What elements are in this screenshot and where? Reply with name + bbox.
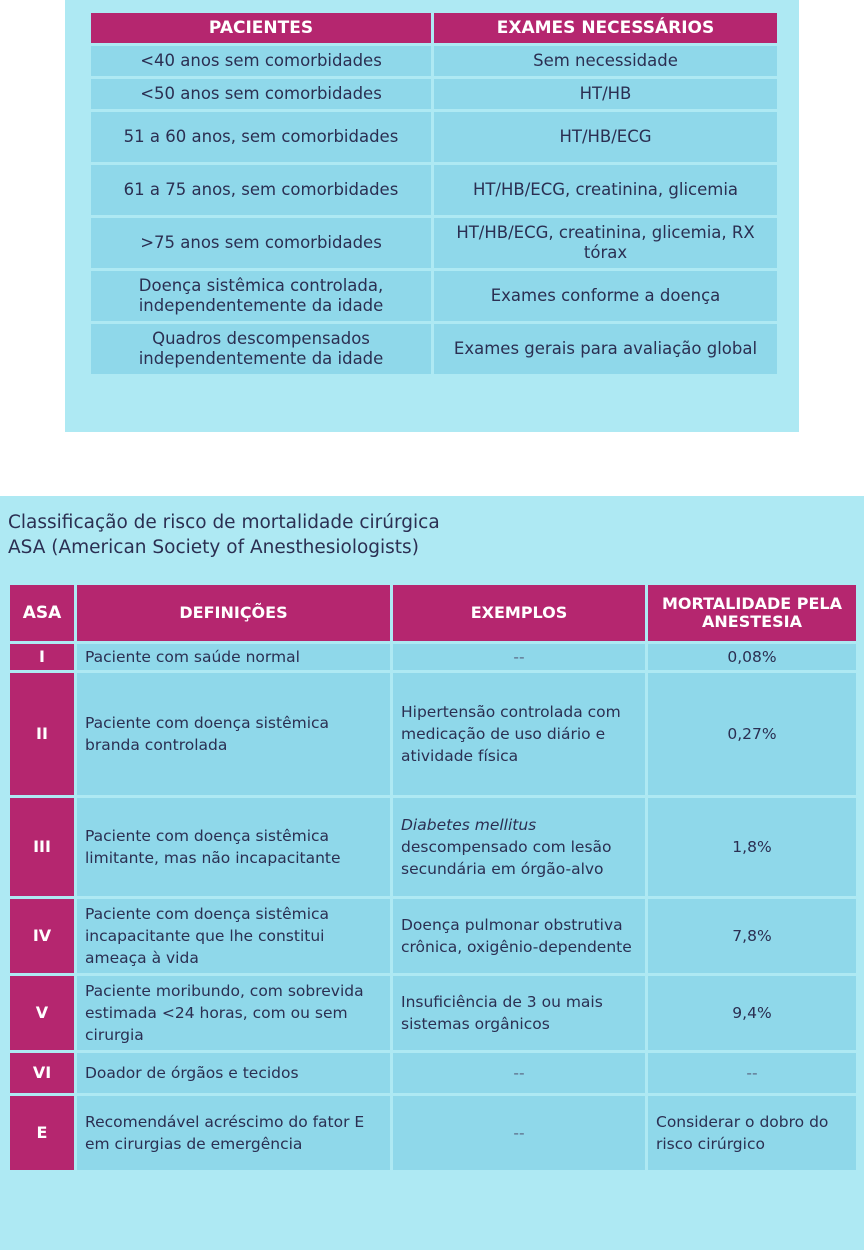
asa-class-cell: V [10, 976, 74, 1050]
asa-title-line2: ASA (American Society of Anesthesiologists) [8, 537, 419, 558]
exams-cell: Sem necessidade [431, 46, 777, 76]
patient-cell: >75 anos sem comorbidades [91, 218, 431, 268]
header-asa: ASA [10, 585, 74, 641]
exams-cell: HT/HB/ECG [431, 112, 777, 162]
mortality-cell: Considerar o dobro do risco cirúrgico [645, 1096, 856, 1170]
table-row [91, 46, 777, 76]
patient-cell: Doença sistêmica controlada, independentemente da idade [91, 271, 431, 321]
definition-cell: Paciente com doença sistêmica limitante, mas não incapacitante [74, 798, 390, 896]
mortality-cell: 1,8% [645, 798, 856, 896]
exams-header-row [91, 13, 777, 43]
mortality-cell: 9,4% [645, 976, 856, 1050]
asa-title-line1: Classificação de risco de mortalidade cirúrgica [8, 512, 440, 533]
example-cell: -- [390, 1096, 645, 1170]
definition-cell: Paciente com saúde normal [74, 644, 390, 670]
asa-title [8, 510, 440, 560]
table-row [91, 324, 777, 374]
exams-cell: Exames conforme a doença [431, 271, 777, 321]
patient-cell: Quadros descompensados independentemente da idade [91, 324, 431, 374]
example-cell: Insuficiência de 3 ou mais sistemas orgânicos [390, 976, 645, 1050]
header-patients: PACIENTES [91, 13, 431, 43]
table-row [10, 644, 856, 670]
exams-cell: Exames gerais para avaliação global [431, 324, 777, 374]
exams-panel [65, 0, 799, 432]
header-mortality: MORTALIDADE PELA ANESTESIA [645, 585, 856, 641]
asa-class-cell: III [10, 798, 74, 896]
asa-class-cell: VI [10, 1053, 74, 1093]
mortality-cell: 7,8% [645, 899, 856, 973]
patient-cell: <40 anos sem comorbidades [91, 46, 431, 76]
table-row [10, 1053, 856, 1093]
asa-header-row [10, 585, 856, 641]
table-row [91, 112, 777, 162]
table-row [10, 976, 856, 1050]
header-definitions: DEFINIÇÕES [74, 585, 390, 641]
table-row [10, 673, 856, 795]
asa-table [10, 582, 856, 1173]
table-row [10, 899, 856, 973]
patient-cell: 61 a 75 anos, sem comorbidades [91, 165, 431, 215]
table-row [91, 218, 777, 268]
asa-class-cell: IV [10, 899, 74, 973]
example-cell [390, 798, 645, 896]
patient-cell: 51 a 60 anos, sem comorbidades [91, 112, 431, 162]
definition-cell: Recomendável acréscimo do fator E em cirurgias de emergência [74, 1096, 390, 1170]
definition-cell: Paciente moribundo, com sobrevida estimada <24 horas, com ou sem cirurgia [74, 976, 390, 1050]
example-cell: -- [390, 644, 645, 670]
header-examples: EXEMPLOS [390, 585, 645, 641]
table-row [91, 79, 777, 109]
exams-cell: HT/HB [431, 79, 777, 109]
definition-cell: Paciente com doença sistêmica incapacitante que lhe constitui ameaça à vida [74, 899, 390, 973]
mortality-cell: 0,27% [645, 673, 856, 795]
table-row [10, 798, 856, 896]
example-text: descompensado com lesão secundária em órgão-alvo [401, 838, 612, 878]
example-italic-text: Diabetes mellitus [401, 816, 537, 834]
table-row [91, 165, 777, 215]
asa-class-cell: I [10, 644, 74, 670]
asa-class-cell: E [10, 1096, 74, 1170]
exams-table [91, 10, 777, 377]
exams-cell: HT/HB/ECG, creatinina, glicemia [431, 165, 777, 215]
definition-cell: Paciente com doença sistêmica branda controlada [74, 673, 390, 795]
header-exams: EXAMES NECESSÁRIOS [431, 13, 777, 43]
asa-panel [0, 496, 864, 1250]
example-cell: -- [390, 1053, 645, 1093]
table-row [10, 1096, 856, 1170]
mortality-cell: 0,08% [645, 644, 856, 670]
exams-cell: HT/HB/ECG, creatinina, glicemia, RX tórax [431, 218, 777, 268]
example-cell: Doença pulmonar obstrutiva crônica, oxigênio-dependente [390, 899, 645, 973]
asa-class-cell: II [10, 673, 74, 795]
mortality-cell: -- [645, 1053, 856, 1093]
example-cell: Hipertensão controlada com medicação de uso diário e atividade física [390, 673, 645, 795]
definition-cell: Doador de órgãos e tecidos [74, 1053, 390, 1093]
patient-cell: <50 anos sem comorbidades [91, 79, 431, 109]
table-row [91, 271, 777, 321]
